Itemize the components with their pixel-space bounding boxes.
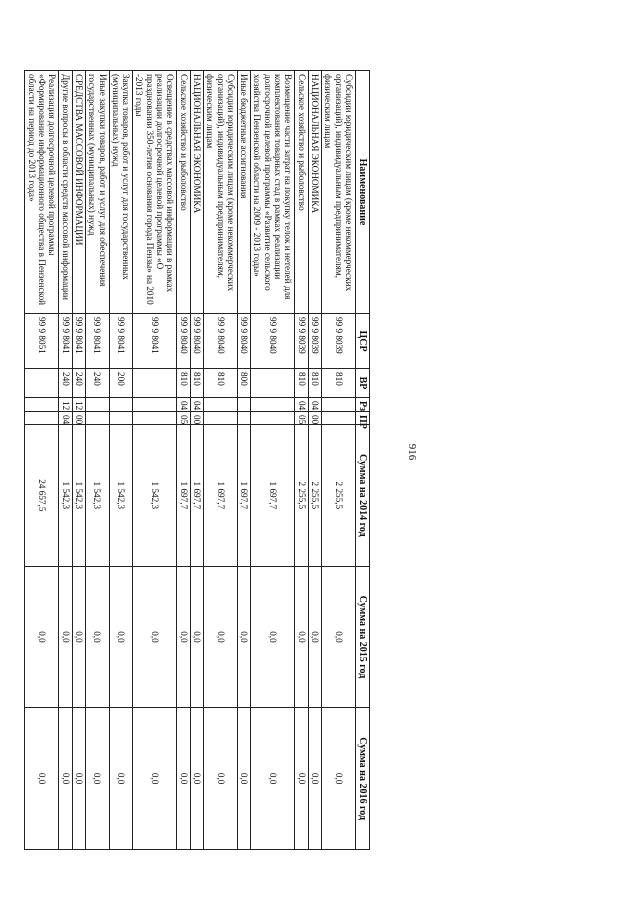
cell-sum-2016: 0,0 — [237, 708, 250, 850]
cell-name: Освещение в средствах массовой информации в рамках реализации долгосрочной целевой программы «О праздновании 350-летия основания города Пензы» на 2010 -2013 годы — [133, 71, 177, 314]
cell-sum-2016: 0,0 — [133, 708, 177, 850]
cell-name: НАЦИОНАЛЬНАЯ ЭКОНОМИКА — [190, 71, 203, 314]
cell-sum-2016: 0,0 — [177, 708, 190, 850]
cell-sum-2016: 0,0 — [59, 708, 72, 850]
table-container — [26, 70, 370, 850]
cell-vr: 800 — [237, 369, 250, 398]
cell-rz — [109, 398, 133, 412]
cell-sum-2014: 2 255,5 — [308, 425, 321, 567]
cell-sum-2014: 1 542,3 — [133, 425, 177, 567]
table-row — [203, 71, 237, 850]
cell-sum-2014: 1 542,3 — [72, 425, 85, 567]
cell-pr — [321, 412, 355, 425]
table-row — [295, 71, 308, 850]
cell-name: Реализация долгосрочной целевой программы «Формирование информационного общества в Пензенской области на период до 2013 года» — [25, 71, 59, 314]
cell-rz: 04 — [295, 398, 308, 412]
cell-csr: 99 9 8040 — [177, 314, 190, 369]
header-pr: ПР — [355, 412, 369, 425]
cell-sum-2015: 0,0 — [295, 566, 308, 708]
table-row — [72, 71, 85, 850]
cell-sum-2014: 1 697,7 — [203, 425, 237, 567]
cell-vr: 240 — [59, 369, 72, 398]
table-row — [59, 71, 72, 850]
cell-pr: 00 — [308, 412, 321, 425]
cell-sum-2014: 24 657,5 — [25, 425, 59, 567]
cell-csr: 99 9 8040 — [237, 314, 250, 369]
cell-pr — [237, 412, 250, 425]
cell-csr: 99 9 8039 — [308, 314, 321, 369]
cell-vr: 810 — [177, 369, 190, 398]
cell-vr: 810 — [308, 369, 321, 398]
cell-sum-2014: 1 542,3 — [109, 425, 133, 567]
table-row — [25, 71, 59, 850]
cell-sum-2016: 0,0 — [190, 708, 203, 850]
cell-pr: 05 — [295, 412, 308, 425]
cell-csr: 99 9 8051 — [25, 314, 59, 369]
cell-sum-2014: 1 697,7 — [190, 425, 203, 567]
cell-name: Закупка товаров, работ и услуг для государственных (муниципальных) нужд — [109, 71, 133, 314]
cell-name: СРЕДСТВА МАССОВОЙ ИНФОРМАЦИИ — [72, 71, 85, 314]
table-row — [321, 71, 355, 850]
cell-sum-2014: 1 542,3 — [59, 425, 72, 567]
table-row — [177, 71, 190, 850]
cell-csr: 99 9 8040 — [203, 314, 237, 369]
cell-name: Другие вопросы в области средств массовой информации — [59, 71, 72, 314]
cell-vr: 810 — [203, 369, 237, 398]
cell-vr: 810 — [321, 369, 355, 398]
cell-rz — [133, 398, 177, 412]
header-sum-2014: Сумма на 2014 год — [355, 425, 369, 567]
cell-sum-2016: 0,0 — [308, 708, 321, 850]
cell-sum-2015: 0,0 — [308, 566, 321, 708]
cell-rz: 04 — [190, 398, 203, 412]
cell-sum-2016: 0,0 — [72, 708, 85, 850]
cell-sum-2015: 0,0 — [59, 566, 72, 708]
cell-sum-2015: 0,0 — [85, 566, 109, 708]
cell-csr: 99 9 8041 — [85, 314, 109, 369]
cell-sum-2015: 0,0 — [203, 566, 237, 708]
cell-rz — [237, 398, 250, 412]
cell-csr: 99 9 8040 — [190, 314, 203, 369]
cell-sum-2015: 0,0 — [72, 566, 85, 708]
cell-pr — [85, 412, 109, 425]
cell-vr: 240 — [72, 369, 85, 398]
header-vr: ВР — [355, 369, 369, 398]
cell-csr: 99 9 8041 — [109, 314, 133, 369]
cell-vr — [133, 369, 177, 398]
cell-rz — [251, 398, 295, 412]
cell-sum-2015: 0,0 — [321, 566, 355, 708]
header-csr: ЦСР — [355, 314, 369, 369]
budget-table — [25, 70, 371, 850]
cell-pr — [109, 412, 133, 425]
header-name: Наименование — [355, 71, 369, 314]
cell-sum-2016: 0,0 — [321, 708, 355, 850]
table-row — [85, 71, 109, 850]
cell-name: НАЦИОНАЛЬНАЯ ЭКОНОМИКА — [308, 71, 321, 314]
cell-sum-2016: 0,0 — [85, 708, 109, 850]
cell-pr — [25, 412, 59, 425]
cell-vr: 810 — [190, 369, 203, 398]
cell-pr: 04 — [59, 412, 72, 425]
cell-sum-2016: 0,0 — [203, 708, 237, 850]
cell-csr: 99 9 8041 — [59, 314, 72, 369]
cell-vr — [251, 369, 295, 398]
cell-name: Сельское хозяйство и рыболовство — [295, 71, 308, 314]
page-number: 916 — [406, 443, 418, 461]
cell-rz: 04 — [308, 398, 321, 412]
cell-sum-2015: 0,0 — [251, 566, 295, 708]
cell-sum-2014: 1 697,7 — [251, 425, 295, 567]
cell-rz: 12 — [59, 398, 72, 412]
rotated-table-frame — [26, 70, 370, 850]
cell-csr: 99 9 8041 — [133, 314, 177, 369]
header-rz: Рз — [355, 398, 369, 412]
cell-sum-2015: 0,0 — [25, 566, 59, 708]
cell-pr — [133, 412, 177, 425]
cell-pr — [203, 412, 237, 425]
cell-pr: 00 — [72, 412, 85, 425]
cell-rz — [85, 398, 109, 412]
cell-sum-2014: 2 255,5 — [321, 425, 355, 567]
cell-sum-2014: 1 697,7 — [177, 425, 190, 567]
cell-name: Субсидии юридическим лицам (кроме некоммерческих организаций), индивидуальным предпринимателям, физическим лицам — [203, 71, 237, 314]
table-row — [133, 71, 177, 850]
header-row — [355, 71, 369, 850]
table-row — [237, 71, 250, 850]
cell-rz: 12 — [72, 398, 85, 412]
cell-sum-2014: 1 697,7 — [237, 425, 250, 567]
cell-pr — [251, 412, 295, 425]
cell-vr: 200 — [109, 369, 133, 398]
cell-sum-2016: 0,0 — [25, 708, 59, 850]
table-row — [251, 71, 295, 850]
cell-name: Иные закупки товаров, работ и услуг для обеспечения государственных (муниципальных) нужд — [85, 71, 109, 314]
cell-csr: 99 9 8039 — [321, 314, 355, 369]
cell-sum-2015: 0,0 — [190, 566, 203, 708]
cell-rz — [203, 398, 237, 412]
cell-name: Сельское хозяйство и рыболовство — [177, 71, 190, 314]
cell-csr: 99 9 8039 — [295, 314, 308, 369]
cell-sum-2016: 0,0 — [251, 708, 295, 850]
cell-sum-2015: 0,0 — [177, 566, 190, 708]
cell-csr: 99 9 8041 — [72, 314, 85, 369]
table-row — [190, 71, 203, 850]
cell-sum-2014: 2 255,5 — [295, 425, 308, 567]
cell-name: Иные бюджетные ассигнования — [237, 71, 250, 314]
cell-rz — [321, 398, 355, 412]
cell-vr: 810 — [295, 369, 308, 398]
header-sum-2015: Сумма на 2015 год — [355, 566, 369, 708]
table-row — [308, 71, 321, 850]
cell-vr — [25, 369, 59, 398]
cell-sum-2015: 0,0 — [109, 566, 133, 708]
table-row — [109, 71, 133, 850]
header-sum-2016: Сумма на 2016 год — [355, 708, 369, 850]
cell-rz — [25, 398, 59, 412]
cell-sum-2014: 1 542,3 — [85, 425, 109, 567]
cell-csr: 99 9 8040 — [251, 314, 295, 369]
cell-name: Возмещение части затрат на покупку телок и нетелей для комплектования товарных стад в рамках реализации долгосрочной целевой программы «Развитие сельского хозяйства Пензенской области на 2009 - 2013 годы» — [251, 71, 295, 314]
cell-sum-2016: 0,0 — [109, 708, 133, 850]
cell-pr: 05 — [177, 412, 190, 425]
cell-sum-2016: 0,0 — [295, 708, 308, 850]
cell-rz: 04 — [177, 398, 190, 412]
cell-name: Субсидии юридическим лицам (кроме некоммерческих организаций), индивидуальным предпринимателям, физическим лицам — [321, 71, 355, 314]
cell-sum-2015: 0,0 — [133, 566, 177, 708]
table-body — [25, 71, 355, 850]
cell-vr: 240 — [85, 369, 109, 398]
cell-sum-2015: 0,0 — [237, 566, 250, 708]
cell-pr: 00 — [190, 412, 203, 425]
